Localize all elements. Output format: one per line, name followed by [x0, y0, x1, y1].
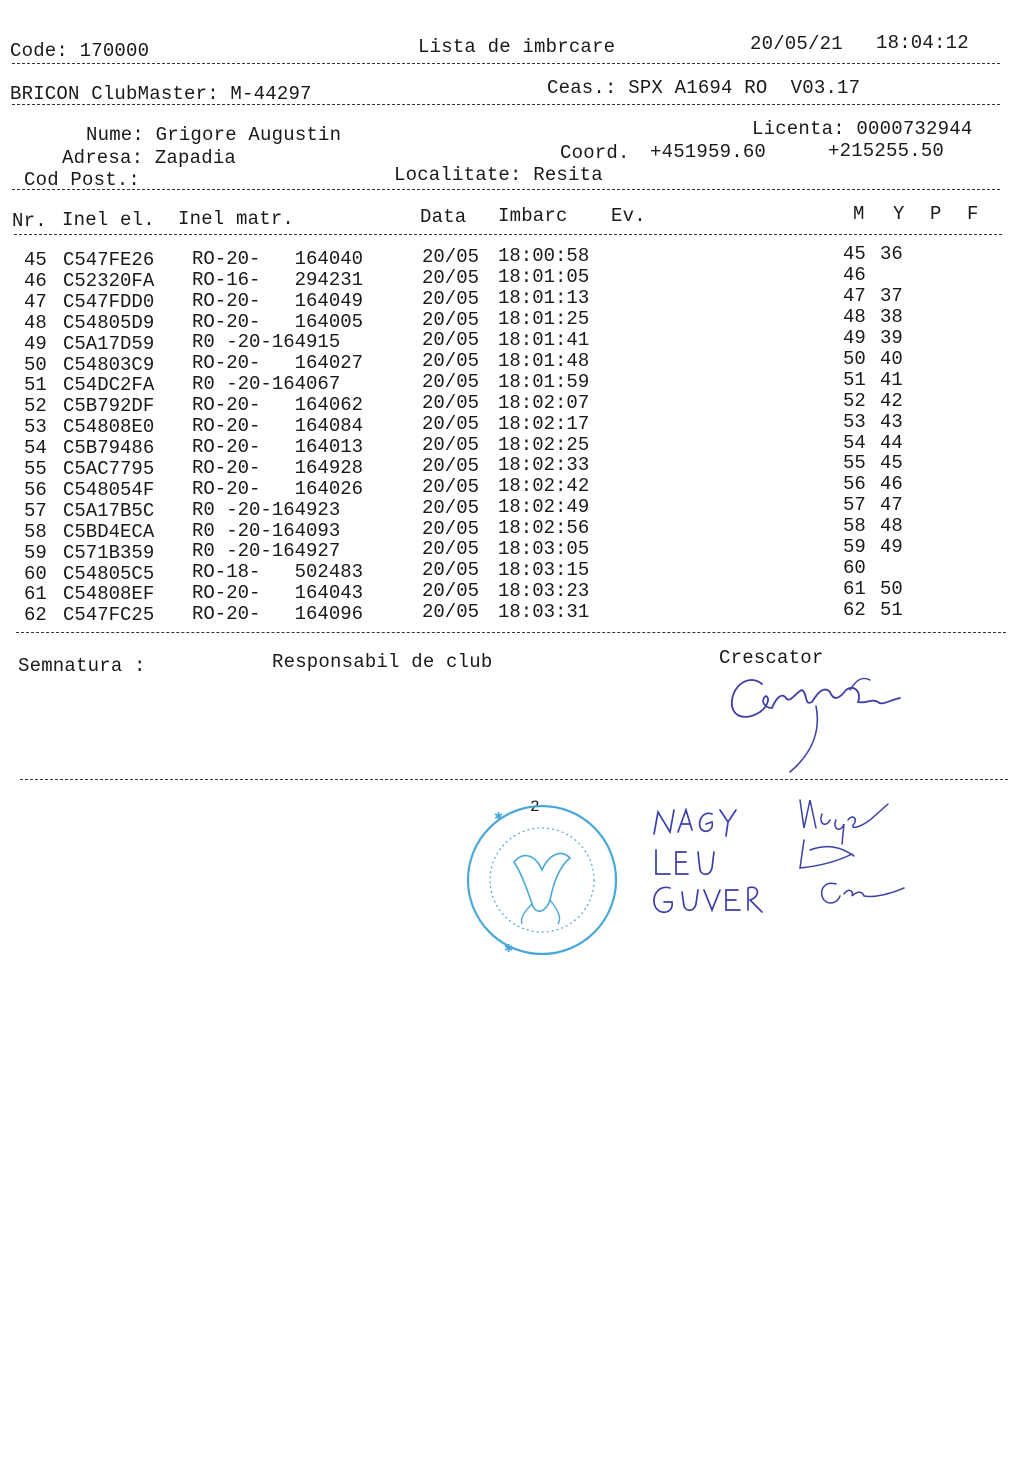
owner-name: Nume: Grigore Augustin — [86, 124, 342, 146]
cell-nr: 52 — [24, 395, 47, 418]
cell-el: C54805C5 — [63, 562, 155, 585]
cell-el: C54803C9 — [63, 353, 155, 376]
cell-nr: 59 — [24, 541, 47, 564]
cell-date: 20/05 — [422, 350, 480, 373]
committee-signatures — [640, 784, 920, 934]
cell-el: C5A17D59 — [63, 332, 155, 355]
cell-matr: R0 -20-164067 — [192, 373, 341, 396]
cell-time: 18:01:41 — [498, 329, 590, 351]
cell-time: 18:02:07 — [498, 391, 590, 414]
cell-y: 50 — [880, 577, 903, 600]
cell-date: 20/05 — [422, 308, 480, 331]
coord-latitude: +451959.60 — [650, 141, 767, 163]
cell-nr: 61 — [24, 583, 47, 606]
cell-time: 18:01:25 — [498, 308, 590, 331]
cell-m: 46 — [843, 264, 866, 287]
cell-time: 18:02:56 — [498, 517, 590, 540]
cell-nr: 49 — [24, 332, 47, 355]
col-header-imbarc: Imbarc — [498, 205, 568, 227]
col-header-m: M — [853, 203, 865, 225]
cell-el: C52320FA — [63, 269, 155, 292]
coord-label: Coord. — [560, 142, 630, 164]
document-title: Lista de imbrcare — [418, 36, 616, 58]
cell-time: 18:01:13 — [498, 287, 590, 310]
cell-date: 20/05 — [422, 266, 480, 289]
cell-y: 47 — [880, 494, 903, 517]
code-label: Code: 170000 — [10, 40, 150, 62]
cell-nr: 62 — [24, 604, 47, 627]
cell-m: 51 — [843, 368, 866, 391]
cell-y: 44 — [880, 431, 903, 454]
cell-m: 57 — [843, 494, 866, 517]
svg-text:✱: ✱ — [494, 811, 504, 823]
col-header-p: P — [930, 203, 942, 225]
cell-m: 50 — [843, 347, 866, 370]
cell-time: 18:02:33 — [498, 454, 590, 477]
cell-el: C54808E0 — [63, 416, 155, 439]
cell-nr: 55 — [24, 458, 47, 480]
breeder-label: Crescator — [719, 647, 824, 669]
cell-m: 53 — [843, 410, 866, 433]
owner-postal-code: Cod Post.: — [24, 169, 141, 191]
divider — [14, 234, 1002, 235]
cell-el: C5AC7795 — [63, 458, 155, 480]
cell-date: 20/05 — [422, 601, 480, 624]
col-header-nr: Nr. — [12, 210, 47, 232]
cell-time: 18:01:59 — [498, 370, 590, 393]
cell-el: C5B79486 — [63, 437, 155, 460]
cell-nr: 46 — [24, 269, 47, 292]
cell-nr: 45 — [24, 249, 47, 271]
col-header-inel-matr: Inel matr. — [178, 208, 295, 230]
col-header-y: Y — [893, 203, 905, 225]
cell-nr: 53 — [24, 416, 47, 439]
svg-text:✱: ✱ — [504, 943, 514, 955]
owner-address: Adresa: Zapadia — [62, 147, 237, 169]
cell-el: C547FC25 — [63, 604, 155, 627]
cell-nr: 47 — [24, 290, 47, 313]
cell-date: 20/05 — [422, 580, 480, 603]
cell-time: 18:02:42 — [498, 475, 590, 498]
cell-matr: RO-18- 502483 — [192, 561, 364, 584]
cell-el: C54808EF — [63, 583, 155, 606]
cell-m: 58 — [843, 515, 866, 538]
cell-y: 49 — [880, 536, 903, 558]
cell-date: 20/05 — [422, 433, 480, 456]
cell-date: 20/05 — [422, 329, 480, 352]
col-header-inel-el: Inel el. — [62, 209, 155, 231]
cell-y: 45 — [880, 452, 903, 475]
cell-time: 18:00:58 — [498, 245, 590, 268]
cell-m: 54 — [843, 431, 866, 454]
cell-y: 46 — [880, 473, 903, 496]
clock-info: Ceas.: SPX A1694 RO V03.17 — [547, 77, 861, 99]
cell-matr: RO-20- 164027 — [192, 352, 364, 375]
cell-matr: RO-20- 164928 — [192, 456, 364, 479]
print-date: 20/05/21 — [750, 33, 843, 55]
cell-date: 20/05 — [422, 287, 480, 310]
breeder-signature — [720, 662, 920, 777]
cell-nr: 60 — [24, 562, 47, 585]
cell-nr: 56 — [24, 478, 47, 501]
cell-el: C5BD4ECA — [63, 520, 155, 543]
cell-el: C5A17B5C — [63, 499, 155, 522]
cell-nr: 50 — [24, 353, 47, 376]
cell-matr: RO-20- 164062 — [192, 394, 364, 417]
club-stamp — [462, 800, 622, 960]
coord-longitude: +215255.50 — [828, 140, 945, 162]
cell-el: C547FDD0 — [63, 290, 155, 313]
cell-y: 43 — [880, 410, 903, 433]
cell-matr: RO-20- 164013 — [192, 435, 364, 458]
cell-m: 47 — [843, 285, 866, 308]
cell-m: 55 — [843, 452, 866, 475]
cell-date: 20/05 — [422, 454, 480, 477]
divider — [16, 632, 1006, 633]
cell-el: C548054F — [63, 478, 155, 501]
cell-date: 20/05 — [422, 413, 480, 435]
cell-y: 42 — [880, 389, 903, 412]
divider — [20, 779, 1008, 780]
cell-time: 18:03:31 — [498, 600, 590, 623]
col-header-data: Data — [420, 206, 467, 228]
cell-y: 41 — [880, 368, 903, 391]
table-row — [0, 598, 1024, 627]
cell-date: 20/05 — [422, 371, 480, 394]
cell-time: 18:01:05 — [498, 266, 590, 289]
cell-date: 20/05 — [422, 517, 480, 540]
cell-m: 49 — [843, 327, 866, 349]
club-responsible-label: Responsabil de club — [272, 651, 493, 673]
cell-m: 56 — [843, 473, 866, 496]
col-header-f: F — [967, 203, 979, 225]
cell-nr: 54 — [24, 437, 47, 460]
cell-m: 59 — [843, 536, 866, 558]
cell-date: 20/05 — [422, 392, 480, 415]
cell-date: 20/05 — [422, 496, 480, 519]
divider — [12, 63, 1000, 64]
cell-matr: RO-20- 164005 — [192, 310, 364, 333]
cell-m: 45 — [843, 243, 866, 266]
cell-matr: RO-20- 164026 — [192, 477, 364, 500]
cell-y: 40 — [880, 347, 903, 370]
cell-matr: R0 -20-164915 — [192, 331, 341, 354]
cell-nr: 48 — [24, 311, 47, 334]
cell-m: 48 — [843, 306, 866, 329]
cell-time: 18:01:48 — [498, 349, 590, 372]
cell-y: 38 — [880, 306, 903, 329]
cell-matr: RO-20- 164040 — [192, 247, 364, 270]
divider — [12, 189, 1000, 190]
cell-time: 18:03:05 — [498, 538, 590, 560]
cell-matr: RO-16- 294231 — [192, 268, 364, 291]
cell-el: C54DC2FA — [63, 374, 155, 397]
cell-matr: R0 -20-164923 — [192, 498, 341, 521]
cell-date: 20/05 — [422, 559, 480, 582]
divider — [12, 104, 1000, 105]
cell-y: 39 — [880, 327, 903, 349]
cell-nr: 57 — [24, 499, 47, 522]
cell-nr: 58 — [24, 520, 47, 543]
cell-m: 52 — [843, 389, 866, 412]
cell-matr: R0 -20-164093 — [192, 519, 341, 542]
cell-date: 20/05 — [422, 538, 480, 561]
cell-nr: 51 — [24, 374, 47, 397]
cell-time: 18:03:15 — [498, 558, 590, 581]
cell-time: 18:02:17 — [498, 412, 590, 435]
cell-matr: RO-20- 164084 — [192, 415, 364, 437]
cell-y: 37 — [880, 285, 903, 308]
cell-m: 62 — [843, 598, 866, 621]
cell-el: C54805D9 — [63, 311, 155, 334]
cell-matr: RO-20- 164043 — [192, 582, 364, 605]
cell-time: 18:03:23 — [498, 579, 590, 602]
print-time: 18:04:12 — [876, 32, 969, 54]
cell-time: 18:02:25 — [498, 433, 590, 456]
cell-m: 60 — [843, 556, 866, 579]
cell-date: 20/05 — [422, 475, 480, 498]
signature-label: Semnatura : — [18, 655, 146, 677]
col-header-ev: Ev. — [611, 205, 646, 227]
cell-m: 61 — [843, 577, 866, 600]
cell-matr: RO-20- 164049 — [192, 289, 364, 312]
club-master-id: BRICON ClubMaster: M-44297 — [10, 83, 312, 105]
cell-y: 36 — [880, 243, 903, 266]
cell-el: C571B359 — [63, 541, 155, 564]
cell-y: 51 — [880, 598, 903, 621]
cell-matr: RO-20- 164096 — [192, 603, 364, 626]
owner-license: Licenta: 0000732944 — [752, 118, 973, 140]
cell-y: 48 — [880, 515, 903, 538]
cell-el: C547FE26 — [63, 249, 155, 271]
cell-matr: R0 -20-164927 — [192, 540, 341, 563]
cell-el: C5B792DF — [63, 395, 155, 418]
owner-locality: Localitate: Resita — [394, 164, 603, 186]
cell-time: 18:02:49 — [498, 496, 590, 519]
cell-date: 20/05 — [422, 245, 480, 268]
page-number: 2 — [530, 798, 540, 816]
